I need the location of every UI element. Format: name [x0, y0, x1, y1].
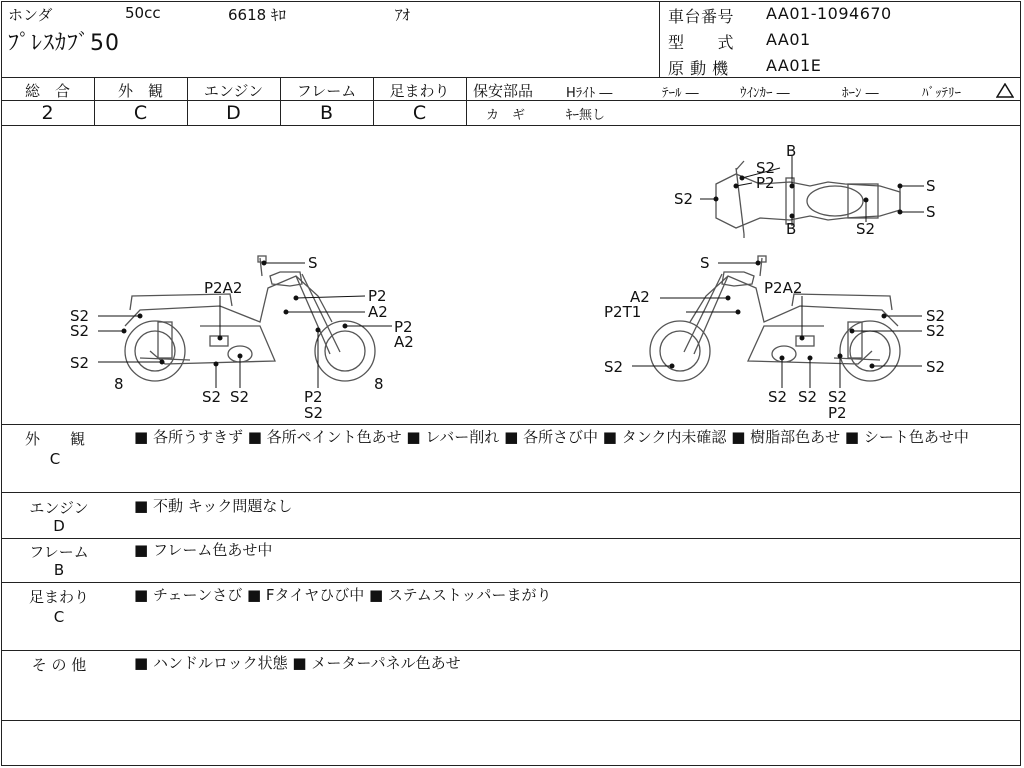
label-right-p2-b: P2 [828, 404, 847, 422]
grade-overall-label: 総 合 [24, 82, 70, 100]
notes-suspension-grade: C [53, 608, 65, 626]
label-left-s2-bottom3: S2 [304, 404, 324, 422]
damage-diagram [0, 126, 1022, 424]
right-view-bike [650, 256, 900, 381]
type-value: AA01 [766, 30, 811, 49]
frame-no: AA01-1094670 [766, 4, 892, 23]
type-label: 型 式 [668, 33, 735, 52]
notes-other-label: そ の 他 [31, 656, 87, 674]
horn-status: ﾎｰﾝ ― [842, 86, 879, 101]
label-right-s2-b1: S2 [768, 388, 788, 406]
label-top-s2-left: S2 [674, 190, 694, 208]
label-right-p2t1: P2T1 [604, 303, 642, 321]
notes-engine-label: エンジン [29, 499, 89, 517]
label-right-s2-r2: S2 [926, 322, 946, 340]
notes-engine-grade: D [53, 517, 65, 535]
grade-suspension-label: 足まわり [389, 82, 450, 100]
label-left-eight-rear: 8 [114, 375, 124, 393]
frame-no-label: 車台番号 [668, 7, 735, 26]
label-top-s-right1: S [926, 177, 936, 195]
label-right-p2a2: P2A2 [764, 279, 803, 297]
label-top-p2: P2 [756, 174, 775, 192]
notes-other-text: ■ ハンドルロック状態 ■ メーターパネル色あせ [134, 654, 461, 672]
grade-exterior-value: C [133, 102, 148, 124]
notes-frame-grade: B [53, 561, 65, 579]
label-right-s2-left: S2 [604, 358, 624, 376]
notes-engine-text: ■ 不動 キック問題なし [134, 497, 293, 515]
label-top-s-right2: S [926, 203, 936, 221]
rule [1, 720, 1021, 721]
notes-exterior-grade: C [49, 450, 61, 468]
key-value: ｷｰ無し [566, 108, 606, 123]
battery-status: ﾊﾞｯﾃﾘｰ [922, 86, 961, 101]
grade-suspension-value: C [412, 102, 427, 124]
notes-exterior-text: ■ 各所うすきず ■ 各所ペイント色あせ ■ レバー削れ ■ 各所さび中 ■ タンク内未確認 ■ 樹脂部色あせ ■ シート色あせ中 [134, 428, 969, 446]
rule [1, 77, 1021, 78]
label-left-p2-bottom: P2 [304, 388, 323, 406]
safety-parts-label: 保安部品 [473, 82, 534, 100]
label-top-b-front: B [786, 142, 797, 160]
grade-divider [466, 77, 467, 125]
displacement: 50cc [125, 4, 161, 22]
triangle-icon [996, 83, 1014, 98]
key-label: カ ギ [486, 108, 526, 123]
winker-status: ｳｲﾝｶｰ ― [740, 86, 790, 101]
headlight-status: Hﾗｲﾄ ― [566, 86, 613, 101]
label-left-s2-bottom1: S2 [202, 388, 222, 406]
label-left-p2-top: P2 [368, 287, 387, 305]
label-left-a2-front: A2 [394, 333, 414, 351]
label-right-s2-b2: S2 [798, 388, 818, 406]
grade-overall-value: 2 [41, 102, 54, 124]
grade-frame-value: B [319, 102, 334, 124]
label-left-s2-bottom2: S2 [230, 388, 250, 406]
engine-label: 原 動 機 [668, 59, 729, 78]
leader-lines [98, 156, 924, 388]
engine-value: AA01E [766, 56, 822, 75]
label-right-s2-b3: S2 [828, 388, 848, 406]
model-name: ﾌﾟﾚｽｶﾌﾞ50 [8, 31, 120, 56]
grade-engine-label: エンジン [203, 82, 264, 100]
label-left-a2-mid: A2 [368, 303, 388, 321]
notes-suspension-label: 足まわり [28, 588, 89, 606]
header-divider [659, 1, 660, 77]
label-right-s2-r3: S2 [926, 358, 946, 376]
notes-exterior-label: 外 観 [24, 430, 85, 448]
notes-suspension-text: ■ チェーンさび ■ Fタイヤひび中 ■ ステムストッパーまがり [134, 586, 552, 604]
label-left-s: S [308, 254, 318, 272]
label-right-a2: A2 [630, 288, 650, 306]
mileage: 6618 ｷﾛ [228, 6, 286, 24]
label-top-s2-a: S2 [756, 159, 776, 177]
notes-frame-label: フレーム [29, 543, 89, 561]
tail-status: ﾃｰﾙ ― [662, 86, 699, 101]
rule [1, 650, 1021, 651]
rule [1, 582, 1021, 583]
grade-exterior-label: 外 観 [117, 82, 163, 100]
label-left-s2-1: S2 [70, 307, 90, 325]
label-right-s: S [700, 254, 710, 272]
label-top-s2-rack: S2 [856, 220, 876, 238]
color: ｱｵ [395, 6, 411, 24]
label-right-s2-r1: S2 [926, 307, 946, 325]
label-top-b-rear: B [786, 220, 797, 238]
label-left-s2-3: S2 [70, 354, 90, 372]
maker: ホンダ [8, 6, 53, 24]
rule [1, 492, 1021, 493]
label-left-p2a2: P2A2 [204, 279, 243, 297]
label-left-s2-2: S2 [70, 322, 90, 340]
grade-engine-value: D [226, 102, 241, 124]
grade-frame-label: フレーム [296, 82, 357, 100]
label-left-eight-front: 8 [374, 375, 384, 393]
notes-frame-text: ■ フレーム色あせ中 [134, 541, 273, 559]
label-left-p2-front: P2 [394, 318, 413, 336]
rule [1, 424, 1021, 425]
